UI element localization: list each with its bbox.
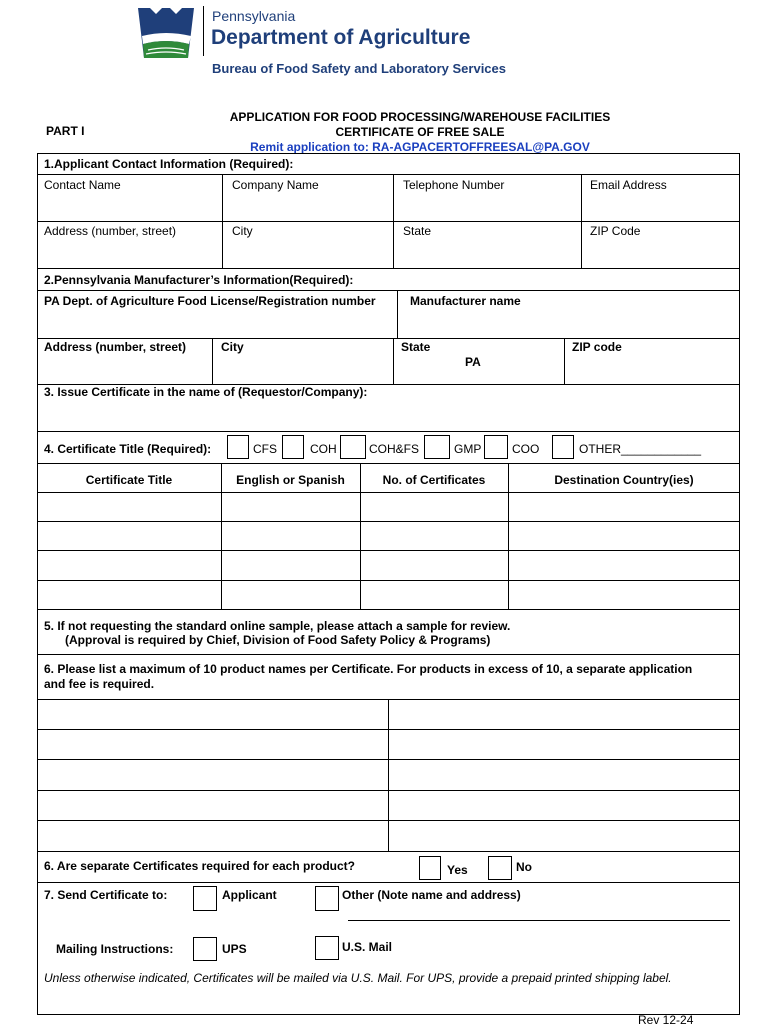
rule <box>37 609 740 610</box>
contact-name-label: Contact Name <box>44 178 121 192</box>
no-label: No <box>516 860 532 874</box>
product-name-field[interactable] <box>38 760 387 789</box>
manufacturer-state-value[interactable]: PA <box>465 355 481 369</box>
col-certificate-title: Certificate Title <box>85 473 173 487</box>
applicant-address-field[interactable] <box>38 240 221 266</box>
form-subtitle: CERTIFICATE OF FREE SALE <box>335 125 505 139</box>
other-checkbox[interactable] <box>552 435 574 459</box>
manufacturer-address-label: Address (number, street) <box>44 340 187 354</box>
logo-divider <box>203 6 204 56</box>
product-name-field[interactable] <box>389 791 739 819</box>
us-mail-label: U.S. Mail <box>342 940 393 954</box>
rule <box>37 654 740 655</box>
col-language: English or Spanish <box>236 473 345 487</box>
section2-heading: 2.Pennsylvania Manufacturer’s Information(Required): <box>44 273 354 287</box>
rule <box>37 882 740 883</box>
section4-heading: 4. Certificate Title (Required): <box>44 442 212 456</box>
email-field[interactable] <box>582 194 739 220</box>
rule <box>393 338 394 384</box>
yes-label: Yes <box>447 863 468 877</box>
manufacturer-state-label: State <box>401 340 431 354</box>
product-name-field[interactable] <box>38 700 387 728</box>
part-label: PART I <box>46 124 85 138</box>
email-label: Email Address <box>590 178 667 192</box>
applicant-state-field[interactable] <box>394 240 580 266</box>
license-number-label: PA Dept. of Agriculture Food License/Registration number <box>44 294 376 308</box>
applicant-city-field[interactable] <box>223 240 392 266</box>
rule <box>37 851 740 852</box>
table-row[interactable] <box>38 493 739 521</box>
section1-heading: 1.Applicant Contact Information (Required): <box>44 157 294 171</box>
rule <box>37 463 740 464</box>
manufacturer-address-field[interactable] <box>38 356 211 382</box>
table-row[interactable] <box>38 522 739 550</box>
mailing-note: Unless otherwise indicated, Certificates will be mailed via U.S. Mail. For UPS, provide a prepaid printed shipping label. <box>44 971 672 985</box>
applicant-address-label: Address (number, street) <box>44 224 177 238</box>
ups-label: UPS <box>222 942 247 956</box>
rule <box>37 174 740 175</box>
product-name-field[interactable] <box>38 791 387 819</box>
applicant-city-label: City <box>232 224 253 238</box>
remit-address-link[interactable]: Remit application to: RA-AGPACERTOFFREESAL@PA.GOV <box>250 140 590 154</box>
product-name-field[interactable] <box>389 821 739 850</box>
col-destination: Destination Country(ies) <box>554 473 694 487</box>
applicant-state-label: State <box>403 224 432 238</box>
manufacturer-zip-field[interactable] <box>565 356 739 382</box>
ups-checkbox[interactable] <box>193 937 217 961</box>
other-address-line[interactable] <box>348 920 730 921</box>
cohfs-label: COH&FS <box>369 442 420 456</box>
manufacturer-name-label: Manufacturer name <box>410 294 521 308</box>
applicant-checkbox[interactable] <box>193 886 217 911</box>
applicant-label: Applicant <box>222 888 277 902</box>
rule <box>37 338 740 339</box>
manufacturer-name-field[interactable] <box>398 310 739 336</box>
coh-label: COH <box>310 442 337 456</box>
rule <box>37 221 740 222</box>
section3-heading: 3. Issue Certificate in the name of (Requestor/Company): <box>44 385 368 399</box>
section5-line1: 5. If not requesting the standard online sample, please attach a sample for review. <box>44 619 511 633</box>
manufacturer-city-field[interactable] <box>213 356 392 382</box>
col-number: No. of Certificates <box>382 473 486 487</box>
no-checkbox[interactable] <box>488 856 512 880</box>
rule <box>37 290 740 291</box>
section6-line2: and fee is required. <box>44 677 155 691</box>
applicant-zip-label: ZIP Code <box>590 224 641 238</box>
rule <box>37 268 740 269</box>
cfs-label: CFS <box>253 442 277 456</box>
table-row[interactable] <box>38 581 739 608</box>
coo-checkbox[interactable] <box>484 435 508 459</box>
company-name-field[interactable] <box>223 194 392 220</box>
section6-line1: 6. Please list a maximum of 10 product names per Certificate. For products in excess of 10, a separate application <box>44 662 693 676</box>
contact-name-field[interactable] <box>38 194 221 220</box>
manufacturer-city-label: City <box>221 340 244 354</box>
product-name-field[interactable] <box>389 730 739 758</box>
company-name-label: Company Name <box>232 178 319 192</box>
form-title: APPLICATION FOR FOOD PROCESSING/WAREHOUSE FACILITIES <box>229 110 611 124</box>
pa-keystone-logo <box>136 6 196 60</box>
other-label: OTHER____________ <box>579 442 702 456</box>
cohfs-checkbox[interactable] <box>340 435 366 459</box>
us-mail-checkbox[interactable] <box>315 936 339 960</box>
logo-line2: Department of Agriculture <box>211 26 471 49</box>
yes-checkbox[interactable] <box>419 856 441 880</box>
section7-label: 7. Send Certificate to: <box>44 888 168 902</box>
product-name-field[interactable] <box>389 700 739 728</box>
rule <box>37 431 740 432</box>
keystone-icon <box>136 6 196 60</box>
product-name-field[interactable] <box>38 730 387 758</box>
mailing-instructions-label: Mailing Instructions: <box>56 942 174 956</box>
bureau-name: Bureau of Food Safety and Laboratory Services <box>211 61 507 76</box>
cfs-checkbox[interactable] <box>227 435 249 459</box>
gmp-label: GMP <box>454 442 482 456</box>
other-recipient-label: Other (Note name and address) <box>342 888 521 902</box>
manufacturer-zip-label: ZIP code <box>572 340 622 354</box>
gmp-checkbox[interactable] <box>424 435 450 459</box>
telephone-field[interactable] <box>394 194 580 220</box>
telephone-label: Telephone Number <box>403 178 505 192</box>
logo-line1: Pennsylvania <box>212 8 296 24</box>
separate-certificates-question: 6. Are separate Certificates required for each product? <box>44 859 355 873</box>
other-recipient-checkbox[interactable] <box>315 886 339 911</box>
product-name-field[interactable] <box>389 760 739 789</box>
revision-label: Rev 12-24 <box>638 1013 694 1027</box>
section5-line2: (Approval is required by Chief, Division of Food Safety Policy & Programs) <box>65 633 491 647</box>
applicant-zip-field[interactable] <box>582 240 739 266</box>
requestor-company-field[interactable] <box>38 402 739 428</box>
table-row[interactable] <box>38 551 739 579</box>
license-number-field[interactable] <box>38 310 396 336</box>
coh-checkbox[interactable] <box>282 435 304 459</box>
product-name-field[interactable] <box>38 821 387 850</box>
coo-label: COO <box>512 442 540 456</box>
